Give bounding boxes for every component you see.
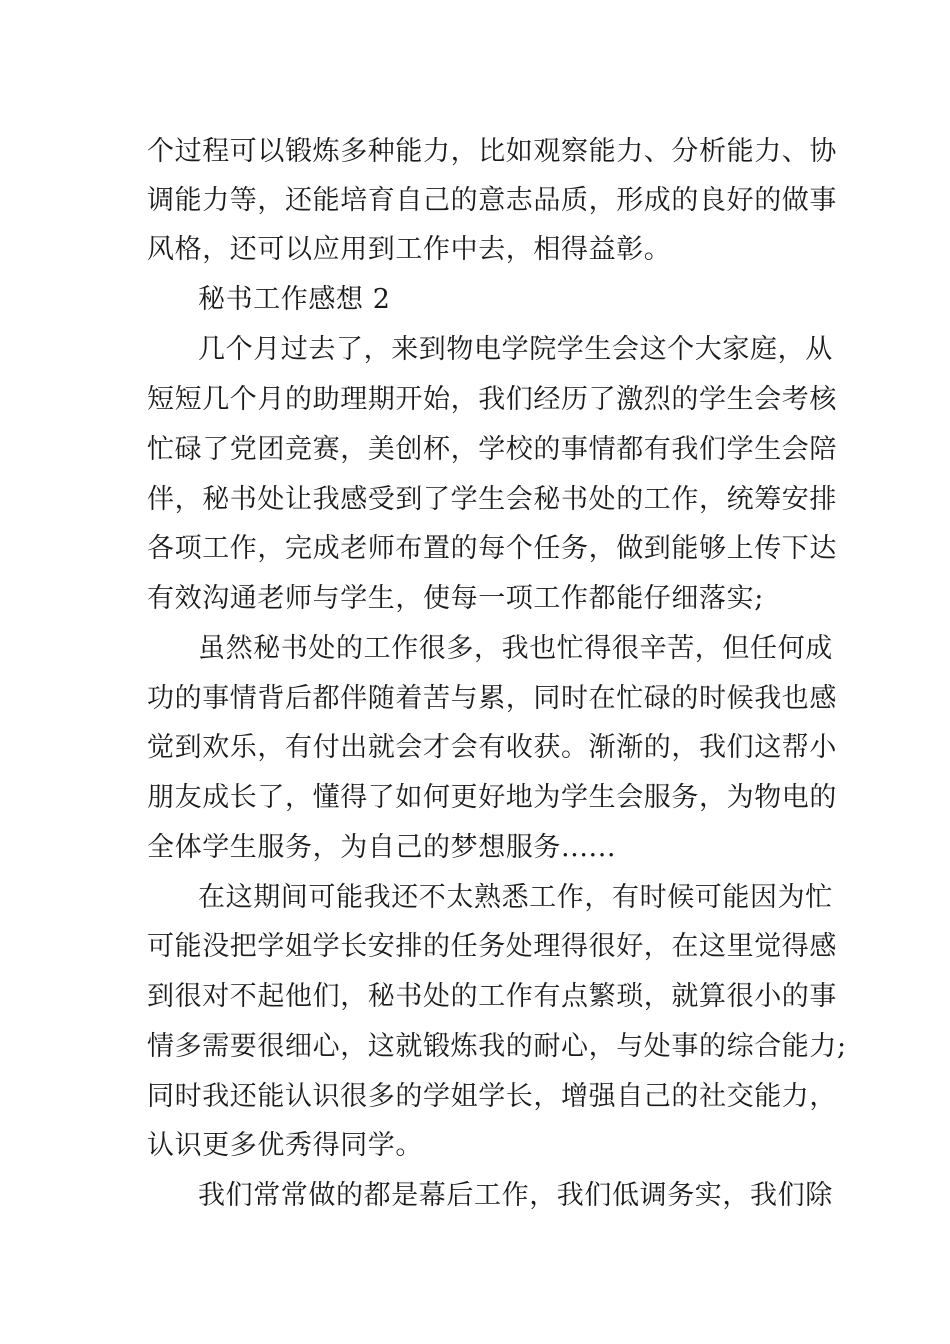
text-line: 觉到欢乐，有付出就会才会有收获。渐渐的，我们这帮小 (147, 732, 837, 763)
text-line: 有效沟通老师与学生，使每一项工作都能仔细落实; (147, 583, 764, 614)
text-line: 可能没把学姐学长安排的任务处理得很好，在这里觉得感 (147, 931, 837, 962)
text-line: 调能力等，还能培育自己的意志品质，形成的良好的做事 (147, 185, 837, 216)
text-line: 在这期间可能我还不太熟悉工作，有时候可能因为忙 (198, 882, 833, 913)
text-line: 个过程可以锻炼多种能力，比如观察能力、分析能力、协 (147, 136, 837, 167)
text-line: 朋友成长了，懂得了如何更好地为学生会服务，为物电的 (147, 782, 837, 813)
text-line: 我们常常做的都是幕后工作，我们低调务实，我们除 (198, 1180, 833, 1211)
text-line: 各项工作，完成老师布置的每个任务，做到能够上传下达 (147, 533, 837, 564)
text-line: 认识更多优秀得同学。 (147, 1130, 423, 1161)
text-line: 忙碌了党团竞赛，美创杯，学校的事情都有我们学生会陪 (147, 434, 837, 465)
text-line: 同时我还能认识很多的学姐学长，增强自己的社交能力， (147, 1081, 837, 1112)
text-line: 到很对不起他们，秘书处的工作有点繁琐，就算很小的事 (147, 981, 837, 1012)
text-line: 几个月过去了，来到物电学院学生会这个大家庭，从 (198, 334, 833, 365)
text-line: 伴，秘书处让我感受到了学生会秘书处的工作，统筹安排 (147, 484, 837, 515)
text-line: 功的事情背后都伴随着苦与累，同时在忙碌的时候我也感 (147, 683, 837, 714)
text-line: 全体学生服务，为自己的梦想服务...... (147, 832, 617, 863)
text-line: 情多需要很细心，这就锻炼我的耐心，与处事的综合能力; (147, 1031, 847, 1062)
text-line: 短短几个月的助理期开始，我们经历了激烈的学生会考核 (147, 384, 837, 415)
text-line: 虽然秘书处的工作很多，我也忙得很辛苦，但任何成 (198, 633, 833, 664)
text-line: 风格，还可以应用到工作中去，相得益彰。 (147, 234, 672, 265)
section-heading: 秘书工作感想 2 (198, 284, 391, 315)
